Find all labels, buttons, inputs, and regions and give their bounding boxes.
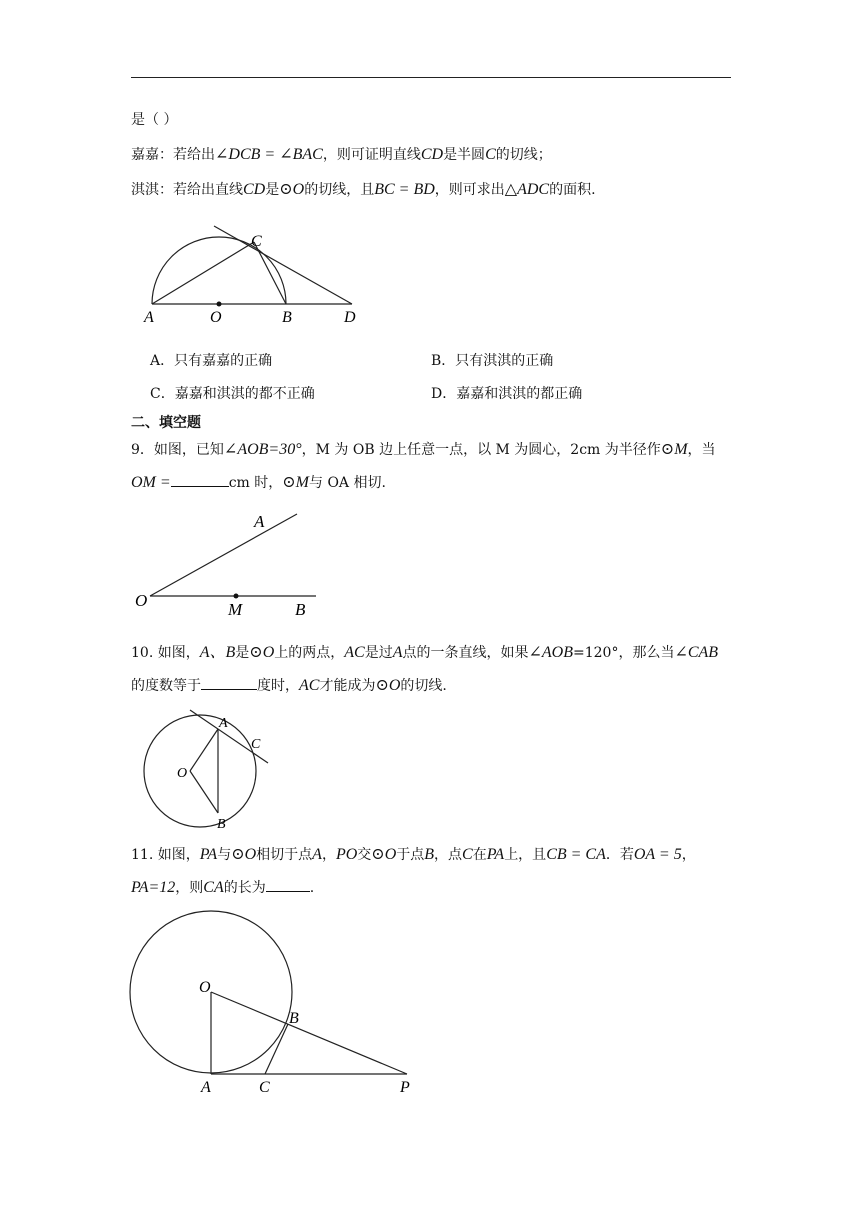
label-o: O <box>177 766 188 781</box>
ray-oa <box>150 514 297 596</box>
q8-qiqi-statement: 淇淇：若给出直线CD是⊙O的切线，且BC = BD，则可求出△ADC的面积. <box>131 181 596 198</box>
q10-line2: 的度数等于 度时，AC才能成为⊙O的切线. <box>131 677 447 694</box>
line-cb <box>254 242 286 304</box>
q9-answer-blank[interactable] <box>171 472 229 487</box>
q10-line1: 10. 如图，A、B是⊙O上的两点，AC是过A点的一条直线，如果∠AOB=120°，那么当∠CAB <box>131 644 719 661</box>
label-b: B <box>217 817 226 832</box>
line-tangent-cd <box>214 226 352 304</box>
label-b: B <box>295 600 306 619</box>
q11-line2: PA=12，则CA的长为 . <box>131 879 315 896</box>
label-b: B <box>282 309 292 326</box>
point-o <box>217 302 222 307</box>
label-a: A <box>201 1079 211 1096</box>
q9-line1: 9．如图，已知∠AOB=30°，M 为 OB 边上任意一点，以 M 为圆心，2cm 为半径作⊙M，当 <box>131 441 716 458</box>
label-a: A <box>219 716 228 731</box>
line-ac <box>152 242 254 304</box>
line-ob <box>190 771 218 813</box>
label-a: A <box>144 309 154 326</box>
q11-answer-blank[interactable] <box>266 877 310 892</box>
label-b: B <box>289 1010 299 1027</box>
label-o: O <box>210 309 222 326</box>
label-c: C <box>259 1079 270 1096</box>
label-c: C <box>251 233 262 250</box>
option-c[interactable]: C．嘉嘉和淇淇的都不正确 <box>150 386 315 402</box>
header-rule <box>131 77 731 78</box>
label-o: O <box>199 979 211 996</box>
q8-semicircle-figure <box>130 222 370 332</box>
line-oa <box>190 729 218 771</box>
circle-o <box>144 715 256 827</box>
q9-angle-figure <box>130 508 330 623</box>
point-m <box>234 594 239 599</box>
q11-circle-figure <box>125 908 425 1098</box>
label-a: A <box>254 512 265 531</box>
q8-jiajia-statement: 嘉嘉：若给出∠DCB = ∠BAC，则可证明直线CD是半圆C的切线； <box>131 146 552 163</box>
line-op <box>211 992 407 1074</box>
label-o: O <box>135 591 148 610</box>
semicircle-arc <box>152 237 286 304</box>
label-c: C <box>251 737 261 752</box>
label-d: D <box>344 309 356 326</box>
section-heading: 二、填空题 <box>131 415 201 431</box>
option-d[interactable]: D．嘉嘉和淇淇的都正确 <box>431 386 583 402</box>
q10-answer-blank[interactable] <box>201 675 257 690</box>
option-b[interactable]: B．只有淇淇的正确 <box>431 353 554 369</box>
q10-circle-figure <box>130 705 280 835</box>
q9-line2: OM = cm 时，⊙M与 OA 相切. <box>131 474 386 491</box>
q11-line1: 11. 如图，PA与⊙O相切于点A，PO交⊙O于点B，点C在PA上，且CB = CA．若OA = 5， <box>131 846 696 863</box>
label-p: P <box>400 1079 410 1096</box>
option-a[interactable]: A．只有嘉嘉的正确 <box>150 353 273 369</box>
label-m: M <box>228 600 243 619</box>
q8-tail: 是（ ） <box>131 112 178 128</box>
